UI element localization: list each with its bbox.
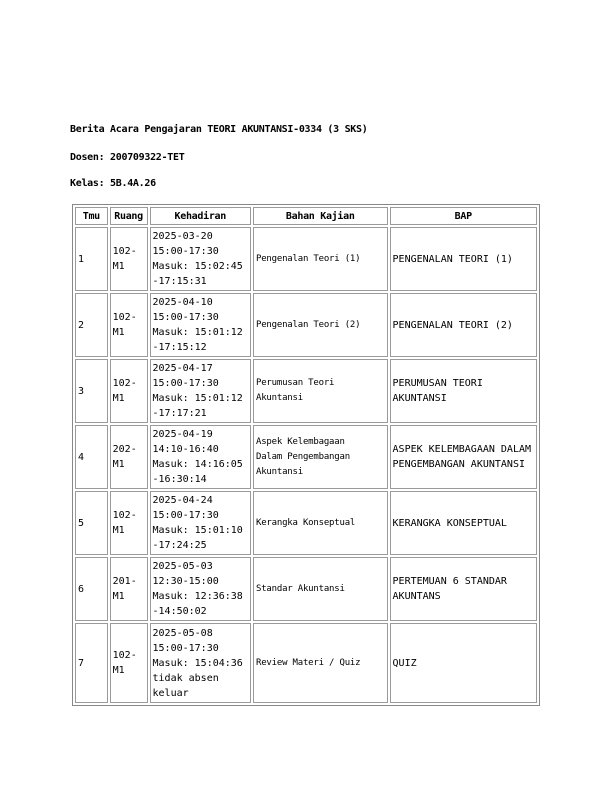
- cell-bap-line: PENGEMBANGAN AKUNTANSI: [392, 459, 525, 470]
- cell-tmu: 2: [75, 293, 108, 357]
- cell-bahan-kajian-line: Standar Akuntansi: [255, 583, 345, 594]
- cell-bap-line: AKUNTANS: [392, 591, 441, 602]
- cell-tmu: 1: [75, 227, 108, 291]
- cell-kehadiran-line: 15:00-17:30: [152, 642, 219, 654]
- cell-bahan-kajian-line: Dalam Pengembangan: [255, 451, 350, 462]
- cell-bahan-kajian-line: Aspek Kelembagaan: [255, 436, 345, 447]
- column-header-ruang: Ruang: [110, 207, 148, 225]
- cell-tmu: 7: [75, 623, 108, 703]
- cell-bap: [390, 359, 537, 423]
- cell-tmu: 5: [75, 491, 108, 555]
- cell-kehadiran-line: 15:00-17:30: [152, 510, 219, 521]
- teaching-record-table: [72, 204, 540, 706]
- cell-bap-line: PERTEMUAN 6 STANDAR: [392, 576, 507, 587]
- cell-bap-line: ASPEK KELEMBAGAAN DALAM: [392, 444, 532, 455]
- column-header-tmu: Tmu: [75, 207, 108, 225]
- table-row: [75, 359, 537, 423]
- cell-ruang: 102-M1: [110, 623, 148, 703]
- document-title: Berita Acara Pengajaran TEORI AKUNTANSI-0334 (3 SKS): [70, 124, 368, 135]
- cell-kehadiran-line: -17:17:21: [152, 408, 207, 419]
- lecturer-line: Dosen: 200709322-TET: [70, 152, 185, 163]
- column-header-bahan-kajian: Bahan Kajian: [253, 207, 388, 225]
- cell-kehadiran-line: Masuk: 15:01:12: [152, 327, 243, 338]
- cell-bahan-kajian-line: Pengenalan Teori (1): [255, 253, 361, 264]
- cell-kehadiran-line: tidak absen: [152, 672, 219, 684]
- cell-kehadiran-line: Masuk: 15:01:10: [152, 525, 243, 536]
- cell-kehadiran-line: 15:00-17:30: [152, 312, 219, 323]
- cell-kehadiran-line: 2025-03-20: [152, 231, 213, 242]
- cell-kehadiran: [150, 557, 251, 621]
- cell-bap-line: KERANGKA KONSEPTUAL: [392, 517, 507, 529]
- table-body: [75, 227, 537, 703]
- cell-bap: [390, 491, 537, 555]
- cell-kehadiran-line: Masuk: 15:02:45: [152, 261, 243, 272]
- cell-kehadiran: [150, 491, 251, 555]
- cell-ruang: 201-M1: [110, 557, 148, 621]
- cell-bahan-kajian: [253, 293, 388, 357]
- cell-ruang: 102-M1: [110, 491, 148, 555]
- cell-bahan-kajian: [253, 425, 388, 489]
- cell-kehadiran-line: 2025-04-10: [152, 297, 213, 308]
- cell-kehadiran-line: 2025-05-03: [152, 561, 213, 572]
- cell-tmu: 6: [75, 557, 108, 621]
- cell-bahan-kajian: [253, 623, 388, 703]
- cell-bap: [390, 557, 537, 621]
- cell-bahan-kajian-line: Perumusan Teori: [255, 378, 335, 388]
- cell-bap-line: PENGENALAN TEORI (1): [392, 253, 513, 265]
- cell-kehadiran-line: Masuk: 14:16:05: [152, 459, 243, 470]
- cell-kehadiran-line: -17:15:12: [152, 342, 207, 353]
- table-row: [75, 491, 537, 555]
- cell-bahan-kajian: [253, 359, 388, 423]
- table-row: [75, 623, 537, 703]
- column-header-kehadiran: Kehadiran: [150, 207, 251, 225]
- cell-bap: [390, 425, 537, 489]
- cell-tmu: 4: [75, 425, 108, 489]
- cell-kehadiran-line: Masuk: 15:01:12: [152, 393, 243, 404]
- cell-bahan-kajian: [253, 491, 388, 555]
- cell-kehadiran: [150, 425, 251, 489]
- cell-bahan-kajian: [253, 227, 388, 291]
- column-header-bap: BAP: [390, 207, 537, 225]
- cell-ruang: 102-M1: [110, 359, 148, 423]
- table-row: [75, 425, 537, 489]
- cell-kehadiran-line: -16:30:14: [152, 474, 207, 485]
- table-row: [75, 227, 537, 291]
- cell-kehadiran-line: 2025-04-24: [152, 495, 213, 506]
- cell-bahan-kajian-line: Review Materi / Quiz: [255, 657, 361, 668]
- cell-bahan-kajian: [253, 557, 388, 621]
- cell-bap: [390, 623, 537, 703]
- cell-kehadiran-line: -14:50:02: [152, 606, 207, 617]
- cell-kehadiran-line: -17:24:25: [152, 540, 207, 551]
- cell-ruang: 102-M1: [110, 227, 148, 291]
- cell-ruang: 102-M1: [110, 293, 148, 357]
- cell-kehadiran-line: 12:30-15:00: [152, 576, 219, 587]
- cell-kehadiran: [150, 359, 251, 423]
- cell-kehadiran: [150, 227, 251, 291]
- cell-bap: [390, 293, 537, 357]
- cell-bap-line: PENGENALAN TEORI (2): [392, 319, 513, 331]
- cell-kehadiran-line: 15:00-17:30: [152, 378, 219, 389]
- cell-tmu: 3: [75, 359, 108, 423]
- cell-kehadiran-line: 2025-04-17: [152, 363, 213, 374]
- cell-ruang: 202-M1: [110, 425, 148, 489]
- cell-bap: [390, 227, 537, 291]
- cell-kehadiran-line: 15:00-17:30: [152, 246, 219, 257]
- class-line: Kelas: 5B.4A.26: [70, 178, 156, 189]
- cell-kehadiran-line: keluar: [152, 687, 189, 699]
- table-row: [75, 293, 537, 357]
- cell-kehadiran-line: -17:15:31: [152, 276, 207, 287]
- cell-bap-line: PERUMUSAN TEORI: [392, 378, 483, 389]
- cell-kehadiran: [150, 293, 251, 357]
- cell-kehadiran-line: Masuk: 15:04:36: [152, 657, 243, 669]
- cell-bahan-kajian-line: Pengenalan Teori (2): [255, 319, 361, 330]
- cell-kehadiran: [150, 623, 251, 703]
- cell-kehadiran-line: 14:10-16:40: [152, 444, 219, 455]
- cell-bap-line: AKUNTANSI: [392, 393, 447, 404]
- cell-kehadiran-line: Masuk: 12:36:38: [152, 591, 243, 602]
- cell-kehadiran-line: 2025-04-19: [152, 429, 213, 440]
- cell-kehadiran-line: 2025-05-08: [152, 627, 213, 639]
- table-row: [75, 557, 537, 621]
- table-header-row: [75, 207, 537, 225]
- cell-bahan-kajian-line: Akuntansi: [255, 466, 303, 477]
- cell-bahan-kajian-line: Akuntansi: [255, 393, 303, 403]
- cell-bahan-kajian-line: Kerangka Konseptual: [255, 517, 356, 528]
- cell-bap-line: QUIZ: [392, 657, 417, 669]
